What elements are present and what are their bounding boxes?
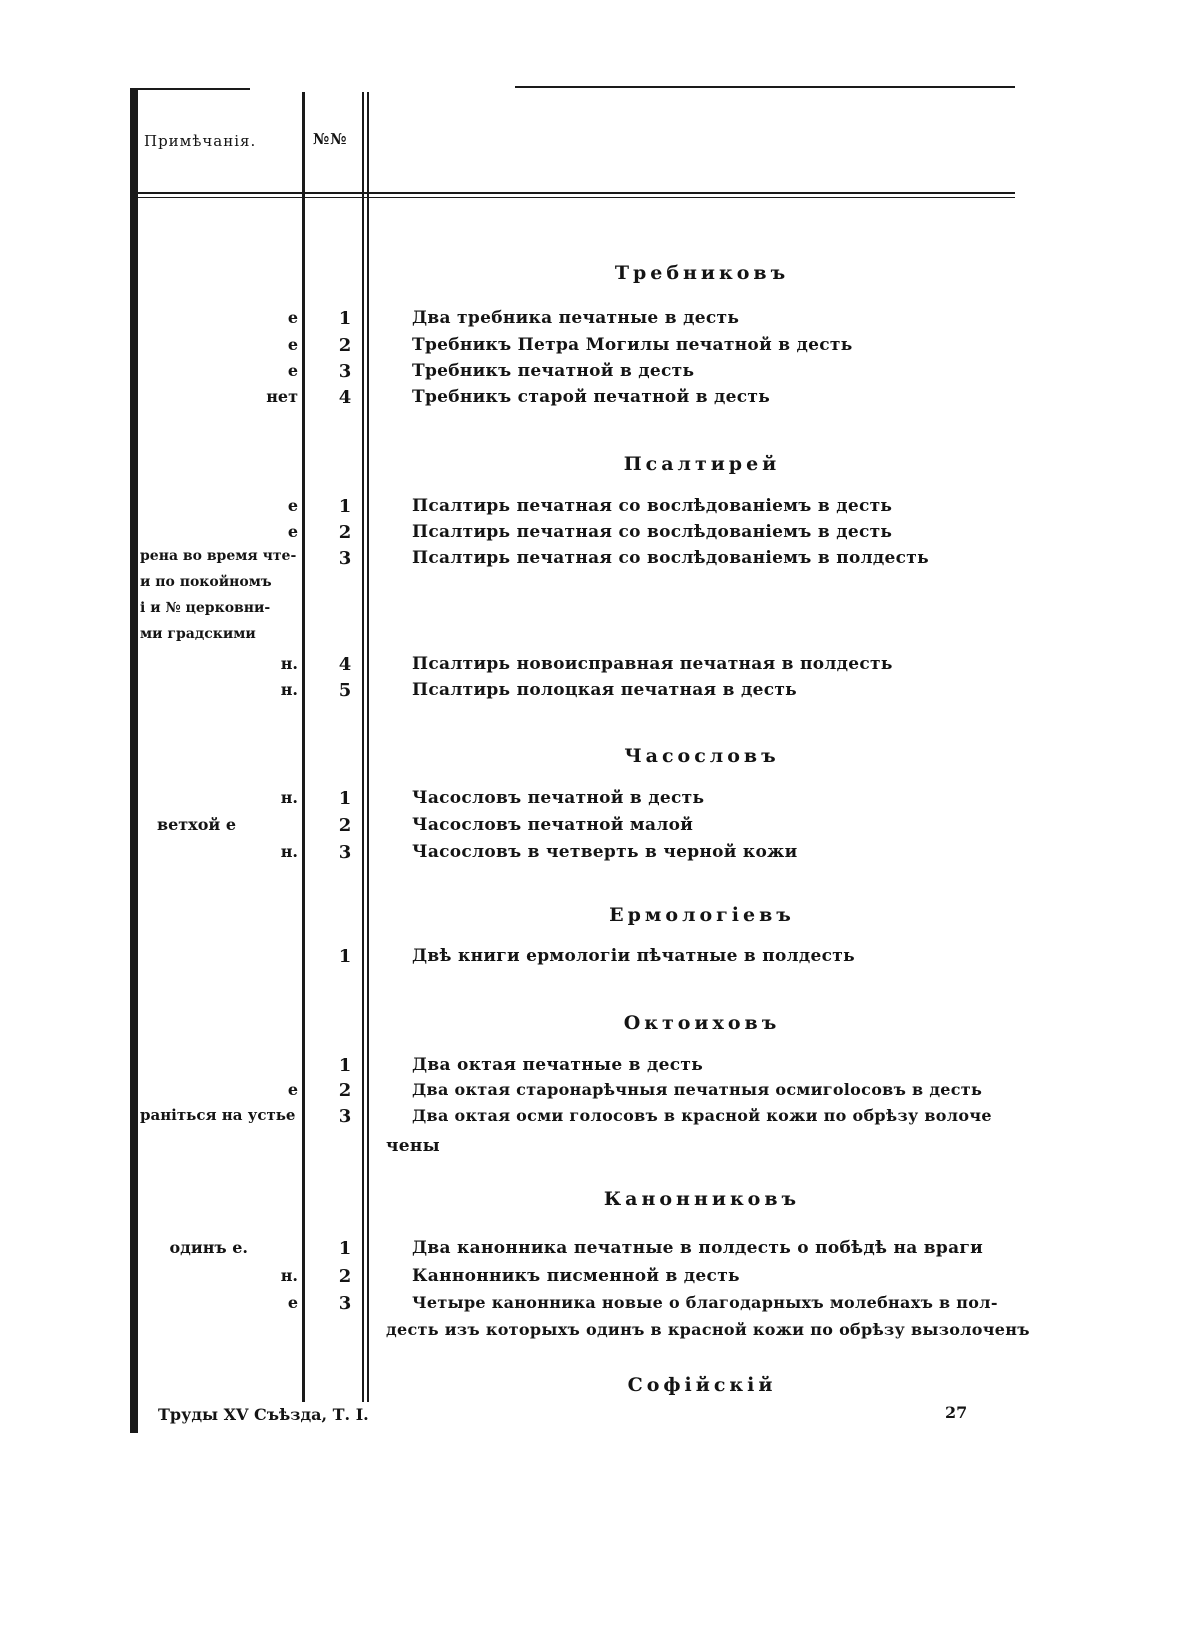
row-number: 4 xyxy=(338,654,352,675)
notes-column-rule xyxy=(302,92,305,1402)
row-text: Два канонника печатные в полдесть о побѣдѣ на враги xyxy=(412,1238,984,1258)
row-number: 2 xyxy=(338,522,352,543)
table-row xyxy=(0,1106,1198,1134)
row-number: 1 xyxy=(338,1055,352,1076)
row-note: н. xyxy=(280,788,298,807)
table-row xyxy=(0,1055,1198,1083)
row-note: н. xyxy=(280,654,298,673)
header-bottom-rule-2 xyxy=(138,197,1015,198)
row-note: е xyxy=(287,496,298,515)
row-text: Два октая осми голосовъ в красной кожи по обрѣзу волоче xyxy=(412,1106,992,1125)
row-text: Требникъ старой печатной в десть xyxy=(412,387,771,407)
table-row xyxy=(0,1320,1198,1348)
numbers-column-rule-2 xyxy=(367,92,369,1402)
row-number: 1 xyxy=(338,1238,352,1259)
section-title: Софійскій xyxy=(627,1374,777,1396)
numbers-column-rule-1 xyxy=(362,92,364,1402)
row-note: нет xyxy=(266,387,298,406)
row-text: Двѣ книги ермологіи пѣчатные в полдесть xyxy=(412,946,855,966)
row-text: Псалтирь новоисправная печатная в полдесть xyxy=(412,654,893,674)
row-number: 3 xyxy=(338,1106,352,1127)
section-title: Требниковъ xyxy=(614,262,790,284)
table-row xyxy=(0,1293,1198,1321)
row-number: 2 xyxy=(338,335,352,356)
row-text: Псалтирь печатная со вослѣдованіемъ в десть xyxy=(412,496,893,516)
section-title: Октоиховъ xyxy=(623,1012,781,1034)
table-row xyxy=(0,335,1198,363)
section-title: Псалтирей xyxy=(623,453,781,475)
header-top-rule-right xyxy=(515,86,1015,88)
row-note: е xyxy=(287,522,298,541)
section-title: Ермологіевъ xyxy=(609,904,795,926)
row-number: 1 xyxy=(338,946,352,967)
table-row xyxy=(0,788,1198,816)
section-title: Канонниковъ xyxy=(603,1188,801,1210)
row-note: н. xyxy=(280,680,298,699)
table-row xyxy=(0,815,1198,843)
row-number: 2 xyxy=(338,815,352,836)
row-number: 4 xyxy=(338,387,352,408)
table-row xyxy=(0,522,1198,550)
table-row xyxy=(0,361,1198,389)
row-text: Два октая печатные в десть xyxy=(412,1055,704,1075)
left-border-rule xyxy=(130,88,138,1433)
row-note: е xyxy=(287,1293,298,1312)
row-note: е xyxy=(287,361,298,380)
table-row xyxy=(0,496,1198,524)
table-row xyxy=(0,387,1198,415)
row-number: 2 xyxy=(338,1266,352,1287)
row-note: ветхой е xyxy=(156,815,236,834)
table-row xyxy=(0,1080,1198,1108)
notes-column-header: Примѣчанія. xyxy=(144,132,257,150)
row-note: раніться на устье xyxy=(140,1106,296,1124)
table-row xyxy=(0,600,1198,628)
header-top-rule-left xyxy=(130,88,250,90)
row-note: н. xyxy=(280,842,298,861)
row-text: Два октая старонарѣчныя печатныя осмигolосовъ в десть xyxy=(412,1080,983,1099)
numbers-column-header: №№ xyxy=(313,130,348,148)
row-text: Псалтирь печатная со вослѣдованіемъ в десть xyxy=(412,522,893,542)
table-row xyxy=(0,1136,1198,1164)
table-row xyxy=(0,626,1198,654)
row-note: н. xyxy=(280,1266,298,1285)
row-text: Требникъ Петра Могилы печатной в десть xyxy=(412,335,853,355)
row-note: одинъ е. xyxy=(169,1238,248,1257)
row-number: 3 xyxy=(338,1293,352,1314)
row-number: 3 xyxy=(338,842,352,863)
row-note: рена во время чте- xyxy=(140,548,297,564)
row-text: Часословъ печатной малой xyxy=(412,815,694,835)
row-text: Часословъ печатной в десть xyxy=(412,788,705,808)
page-number: 27 xyxy=(945,1403,968,1422)
table-row xyxy=(0,842,1198,870)
row-text: Каннонникъ писменной в десть xyxy=(412,1266,740,1286)
row-text: Псалтирь полоцкая печатная в десть xyxy=(412,680,798,700)
row-note: е xyxy=(287,1080,298,1099)
row-text: Псалтирь печатная со вослѣдованіемъ в полдесть xyxy=(412,548,929,568)
row-text-continuation: десть изъ которыхъ одинъ в красной кожи по обрѣзу вызолоченъ xyxy=(386,1320,1030,1339)
row-text: Четыре канонника новые о благодарныхъ молебнахъ в пол- xyxy=(412,1293,998,1312)
table-row xyxy=(0,1238,1198,1266)
row-note: і и № церковни- xyxy=(140,600,271,616)
row-number: 3 xyxy=(338,548,352,569)
table-row xyxy=(0,574,1198,602)
header-bottom-rule xyxy=(138,192,1015,194)
row-text-continuation: чены xyxy=(386,1136,440,1156)
row-text: Часословъ в четверть в черной кожи xyxy=(412,842,798,862)
table-row xyxy=(0,654,1198,682)
table-row xyxy=(0,1266,1198,1294)
table-row xyxy=(0,680,1198,708)
row-text: Требникъ печатной в десть xyxy=(412,361,695,381)
row-note: ми градскими xyxy=(140,626,256,642)
table-row xyxy=(0,548,1198,576)
row-note: е xyxy=(287,308,298,327)
row-note: е xyxy=(287,335,298,354)
row-number: 1 xyxy=(338,308,352,329)
row-number: 1 xyxy=(338,788,352,809)
row-text: Два требника печатные в десть xyxy=(412,308,740,328)
row-number: 1 xyxy=(338,496,352,517)
row-number: 3 xyxy=(338,361,352,382)
table-row xyxy=(0,308,1198,336)
table-row xyxy=(0,946,1198,974)
footer-signature: Труды XV Съѣзда, Т. I. xyxy=(158,1405,369,1424)
row-note: и по покойномъ xyxy=(140,574,272,590)
row-number: 2 xyxy=(338,1080,352,1101)
row-number: 5 xyxy=(338,680,352,701)
section-title: Часословъ xyxy=(624,745,780,767)
